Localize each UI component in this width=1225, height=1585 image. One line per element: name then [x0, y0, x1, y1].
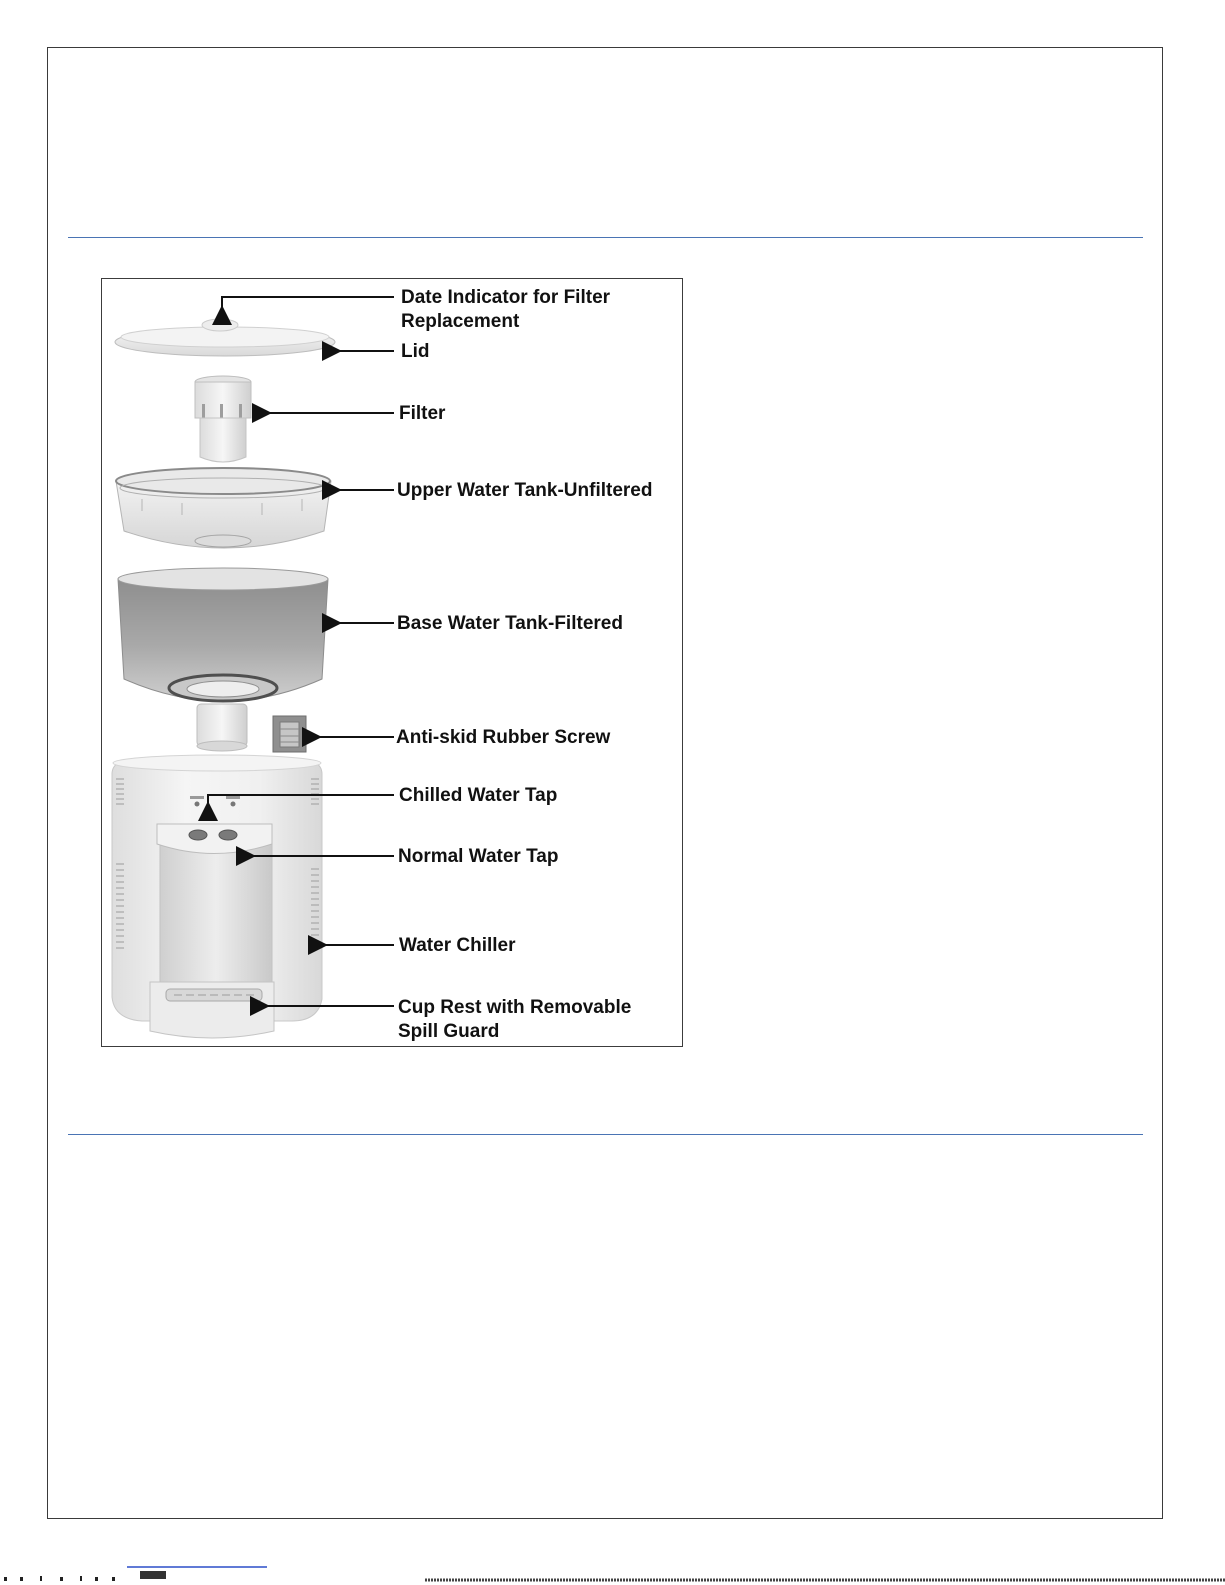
label-base-tank: Base Water Tank-Filtered — [397, 613, 623, 634]
label-rubber-screw: Anti-skid Rubber Screw — [396, 727, 611, 748]
label-upper-tank: Upper Water Tank-Unfiltered — [397, 480, 653, 501]
section-divider-bottom — [68, 1134, 1143, 1135]
label-lid: Lid — [401, 341, 430, 362]
upper-tank-illustration — [116, 468, 331, 548]
label-normal-tap: Normal Water Tap — [398, 846, 559, 867]
water-dispenser-diagram — [101, 278, 683, 1047]
rubber-screw-illustration — [273, 716, 306, 752]
section-divider-top — [68, 237, 1143, 238]
label-chilled-tap: Chilled Water Tap — [399, 785, 558, 806]
exploded-view-illustration — [102, 279, 682, 1046]
arrow-date-indicator — [222, 297, 394, 309]
lid-illustration — [115, 319, 335, 356]
label-chiller: Water Chiller — [399, 935, 516, 956]
label-cup-rest: Cup Rest with Removable Spill Guard — [398, 997, 632, 1042]
label-filter: Filter — [399, 403, 446, 424]
footer-edge-artifacts — [0, 1553, 1225, 1585]
label-date-indicator: Date Indicator for Filter Replacement — [401, 287, 611, 332]
water-chiller-illustration — [112, 755, 322, 1038]
filter-illustration — [195, 376, 251, 462]
